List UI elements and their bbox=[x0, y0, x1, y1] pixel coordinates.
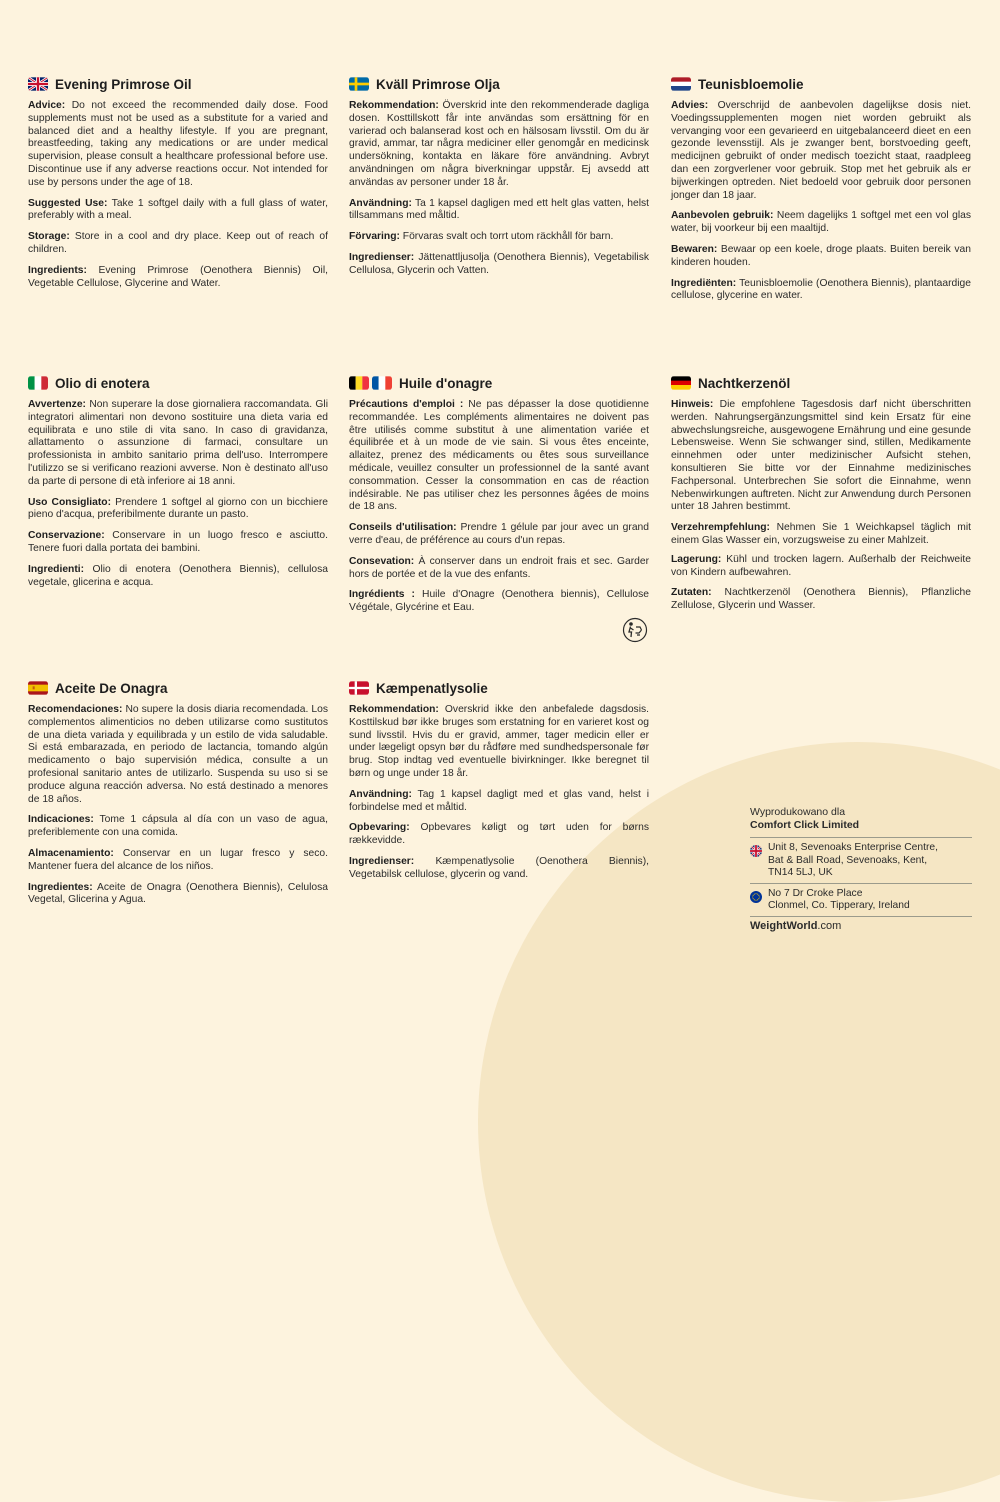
usage-paragraph: Aanbevolen gebruik: Neem dagelijks 1 softgel met een vol glas water, bij voorkeur bij een maaltijd. bbox=[671, 210, 971, 235]
section-french bbox=[349, 373, 649, 623]
section-title: Teunisbloemolie bbox=[698, 76, 804, 92]
usage-paragraph: Användning: Ta 1 kapsel dagligen med ett helt glas vatten, helst tillsammans med måltid. bbox=[349, 197, 649, 222]
section-title: Kæmpenatlysolie bbox=[376, 680, 488, 696]
usage-paragraph: Suggested Use: Take 1 softgel daily with a full glass of water, preferably with a meal. bbox=[28, 197, 328, 222]
section-title: Aceite De Onagra bbox=[55, 680, 168, 696]
uk-flag-icon bbox=[28, 77, 48, 91]
eu-address-line: Clonmel, Co. Tipperary, Ireland bbox=[768, 900, 910, 912]
uk-address-line: TN14 5LJ, UK bbox=[768, 867, 833, 879]
denmark-flag-icon bbox=[349, 681, 369, 695]
storage-paragraph: Almacenamiento: Conservar en un lugar fresco y seco. Mantener fuera del alcance de los niños. bbox=[28, 847, 328, 872]
section-header bbox=[28, 74, 328, 94]
section-header bbox=[349, 74, 649, 94]
spain-flag-icon bbox=[28, 681, 48, 695]
ingredients-paragraph: Ingrediënten: Teunisbloemolie (Oenothera Biennis), plantaardige cellulose, glycerine en water. bbox=[671, 277, 971, 302]
sweden-flag-icon bbox=[349, 77, 369, 91]
uk-address-line: Bat & Ball Road, Sevenoaks, Kent, bbox=[768, 854, 928, 866]
section-italian bbox=[28, 373, 328, 597]
triman-recycling-icon bbox=[622, 617, 648, 643]
manufacturer-info bbox=[750, 806, 972, 932]
company-name: Comfort Click Limited bbox=[750, 819, 860, 831]
section-english bbox=[28, 74, 328, 298]
advice-paragraph: Advies: Overschrijd de aanbevolen dagelijkse dosis niet. Voedingssupplementen mogen niet worden gebruikt als vervanging voor een gevarieerd en uitgebalanceerd dieet en een gezonde levensstijl. Als je zwanger bent, borstvoeding geeft, medicijnen gebruikt of onder medisch toezicht staat, raadpleeg dan een zorgverlener voor gebruik. Stop met het gebruik als er bijwerkingen optreden. Niet bedoeld voor gebruik door personen jonger dan 18 jaar. bbox=[671, 100, 971, 201]
section-swedish bbox=[349, 74, 649, 286]
usage-paragraph: Verzehrempfehlung: Nehmen Sie 1 Weichkapsel täglich mit einem Glas Wasser ein, vorzugsweise zu einer Mahlzeit. bbox=[671, 522, 971, 546]
section-title: Nachtkerzenöl bbox=[698, 375, 791, 391]
storage-paragraph: Förvaring: Förvaras svalt och torrt utom räckhåll för barn. bbox=[349, 231, 614, 243]
storage-paragraph: Storage: Store in a cool and dry place. Keep out of reach of children. bbox=[28, 231, 328, 255]
usage-paragraph: Indicaciones: Tome 1 cápsula al día con un vaso de agua, preferiblemente con una comida. bbox=[28, 814, 328, 839]
ingredients-paragraph: Ingrédients : Huile d'Onagre (Oenothera biennis), Cellulose Végétale, Glycérine et Eau. bbox=[349, 589, 649, 614]
section-danish bbox=[349, 678, 649, 890]
usage-paragraph: Conseils d'utilisation: Prendre 1 gélule par jour avec un grand verre d'eau, de préférence au cours d'un repas. bbox=[349, 522, 649, 546]
germany-flag-icon bbox=[671, 376, 691, 390]
uk-flag-icon bbox=[750, 845, 762, 857]
website-brand: WeightWorld bbox=[750, 919, 818, 932]
section-title: Kväll Primrose Olja bbox=[376, 76, 500, 92]
manufactured-for-label: Wyprodukowano dla bbox=[750, 806, 846, 818]
eu-address-line: No 7 Dr Croke Place bbox=[768, 887, 863, 899]
ingredients-paragraph: Ingredientes: Aceite de Onagra (Oenothera Biennis), Celulosa Vegetal, Glicerina y Agua. bbox=[28, 881, 328, 906]
section-title: Olio di enotera bbox=[55, 375, 150, 391]
ingredients-paragraph: Ingredients: Evening Primrose (Oenothera Biennis) Oil, Vegetable Cellulose, Glycerine and Water. bbox=[28, 264, 328, 289]
advice-paragraph: Hinweis: Die empfohlene Tagesdosis darf nicht überschritten werden. Nahrungsergänzungsmittel sind kein Ersatz für eine abwechslungsreiche, ausgewogene Ernährung und eine gesunde Lebensweise. Wenn Sie schwanger sind, stillen, Medikamente einnehmen oder unter medizinischer Aufsicht stehen, konsultieren Sie bitte vor der Einnahme medizinisches Fachpersonal. Unterbrechen Sie sofort die Einnahme, wenn Nebenwirkungen auftreten. Nicht zur Anwendung durch Personen unter 18 Jahren bestimmt. bbox=[671, 399, 971, 513]
section-header bbox=[28, 373, 328, 393]
ingredients-paragraph: Ingredienser: Kæmpenatlysolie (Oenothera Biennis), Vegetabilsk cellulose, glycerin og vand. bbox=[349, 855, 649, 880]
storage-paragraph: Opbevaring: Opbevares køligt og tørt uden for børns rækkevidde. bbox=[349, 822, 649, 847]
italy-flag-icon bbox=[28, 376, 48, 390]
advice-paragraph: Advice: Do not exceed the recommended daily dose. Food supplements must not be used as a substitute for a varied and balanced diet and a healthy lifestyle. If you are pregnant, breastfeeding, taking any medications or are under medical supervision, please consult a healthcare professional before use. Discontinue use if any adverse reactions occur. Not intended for use by persons under the age of 18. bbox=[28, 100, 328, 188]
storage-paragraph: Conservazione: Conservare in un luogo fresco e asciutto. Tenere fuori dalla portata dei bambini. bbox=[28, 530, 328, 554]
storage-paragraph: Lagerung: Kühl und trocken lagern. Außerhalb der Reichweite von Kindern aufbewahren. bbox=[671, 553, 971, 578]
section-header bbox=[671, 373, 971, 393]
eu-address bbox=[750, 883, 972, 916]
advice-paragraph: Recomendaciones: No supere la dosis diaria recomendada. Los complementos alimenticios no deben utilizarse como sustitutos de una dieta variada y equilibrada y un estilo de vida saludable. Si está embarazada, en periodo de lactancia, tomando algún medicamento o bajo supervisión médica, consulte a un profesional sanitario antes de utilizarlo. Suspenda su uso si se produce alguna reacción adversa. No está destinado a menores de 18 años. bbox=[28, 704, 328, 805]
section-spanish bbox=[28, 678, 328, 915]
advice-paragraph: Rekommendation: Överskrid inte den rekommenderade dagliga dosen. Kosttillskott får inte användas som ersättning för en varierad och balanserad kost och en hälsosam livsstil. Om du är gravid, ammar, tar några mediciner eller genomgår en medicinsk undersökning, kontakta en läkare före användning. Avbryt användningen om några biverkningar uppstår. Ej avsedd att användas av personer under 18 år. bbox=[349, 100, 649, 188]
netherlands-flag-icon bbox=[671, 77, 691, 91]
ingredients-paragraph: Zutaten: Nachtkerzenöl (Oenothera Biennis), Pflanzliche Zellulose, Glycerin und Wasser. bbox=[671, 587, 971, 612]
section-header bbox=[349, 678, 649, 698]
advice-paragraph: Avvertenze: Non superare la dose giornaliera raccomandata. Gli integratori alimentari non devono sostituire una dieta varia ed equilibrata e uno stile di vita sano. In caso di gravidanza, allattamento o assunzione di farmaci, consultare un professionista in ambito sanitario prima dell'uso. Interrompere l'utilizzo se si verificano reazioni avverse. Non è destinato all'uso da parte di persone di età inferiore ai 18 anni. bbox=[28, 399, 328, 487]
section-dutch bbox=[671, 74, 971, 311]
france-flag-icon bbox=[372, 376, 392, 390]
section-header bbox=[28, 678, 328, 698]
storage-paragraph: Bewaren: Bewaar op een koele, droge plaats. Buiten bereik van kinderen houden. bbox=[671, 243, 971, 268]
eu-flag-icon bbox=[750, 891, 762, 903]
website bbox=[750, 916, 972, 932]
ingredients-paragraph: Ingredienti: Olio di enotera (Oenothera Biennis), cellulosa vegetale, glicerina e acqua. bbox=[28, 563, 328, 588]
section-header bbox=[671, 74, 971, 94]
section-title: Evening Primrose Oil bbox=[55, 76, 192, 92]
advice-paragraph: Précautions d'emploi : Ne pas dépasser la dose quotidienne recommandée. Les compléments alimentaires ne doivent pas être utilisés comme substitut à une alimentation variée et équilibrée et à un mode de vie sain. Si vous êtes enceinte, allaitez, prenez des médicaments ou êtes sous surveillance médicale, veuillez consulter un professionnel de la santé avant consommation. Cesser la consommation en cas de réaction indésirable. Ne pas utiliser chez les personnes âgées de moins de 18 ans. bbox=[349, 399, 649, 513]
belgium-flag-icon bbox=[349, 376, 369, 390]
website-domain: .com bbox=[817, 919, 842, 932]
uk-address bbox=[750, 837, 972, 883]
usage-paragraph: Användning: Tag 1 kapsel dagligt med et glas vand, helst i forbindelse med et måltid. bbox=[349, 788, 649, 813]
uk-address-line: Unit 8, Sevenoaks Enterprise Centre, bbox=[768, 842, 938, 853]
usage-paragraph: Uso Consigliato: Prendere 1 softgel al giorno con un bicchiere pieno d'acqua, preferibilmente durante un pasto. bbox=[28, 496, 328, 521]
advice-paragraph: Rekommendation: Overskrid ikke den anbefalede dagsdosis. Kosttilskud bør ikke bruges som erstatning for en varieret kost og sund livsstil. Hvis du er gravid, ammer, tager medicin eller er under lægeligt opsyn bør du rådføre med sundhedspersonale før brug. Stop indtag ved eventuelle bivirkninger. Ikke beregnet til børn og unge under 18 år. bbox=[349, 704, 649, 779]
section-german bbox=[671, 373, 971, 621]
section-title: Huile d'onagre bbox=[399, 375, 493, 391]
ingredients-paragraph: Ingredienser: Jättenattljusolja (Oenothera Biennis), Vegetabilisk Cellulosa, Glycerin och Vatten. bbox=[349, 251, 649, 276]
storage-paragraph: Consevation: À conserver dans un endroit frais et sec. Garder hors de portée et de la vue des enfants. bbox=[349, 555, 649, 580]
section-header bbox=[349, 373, 649, 393]
